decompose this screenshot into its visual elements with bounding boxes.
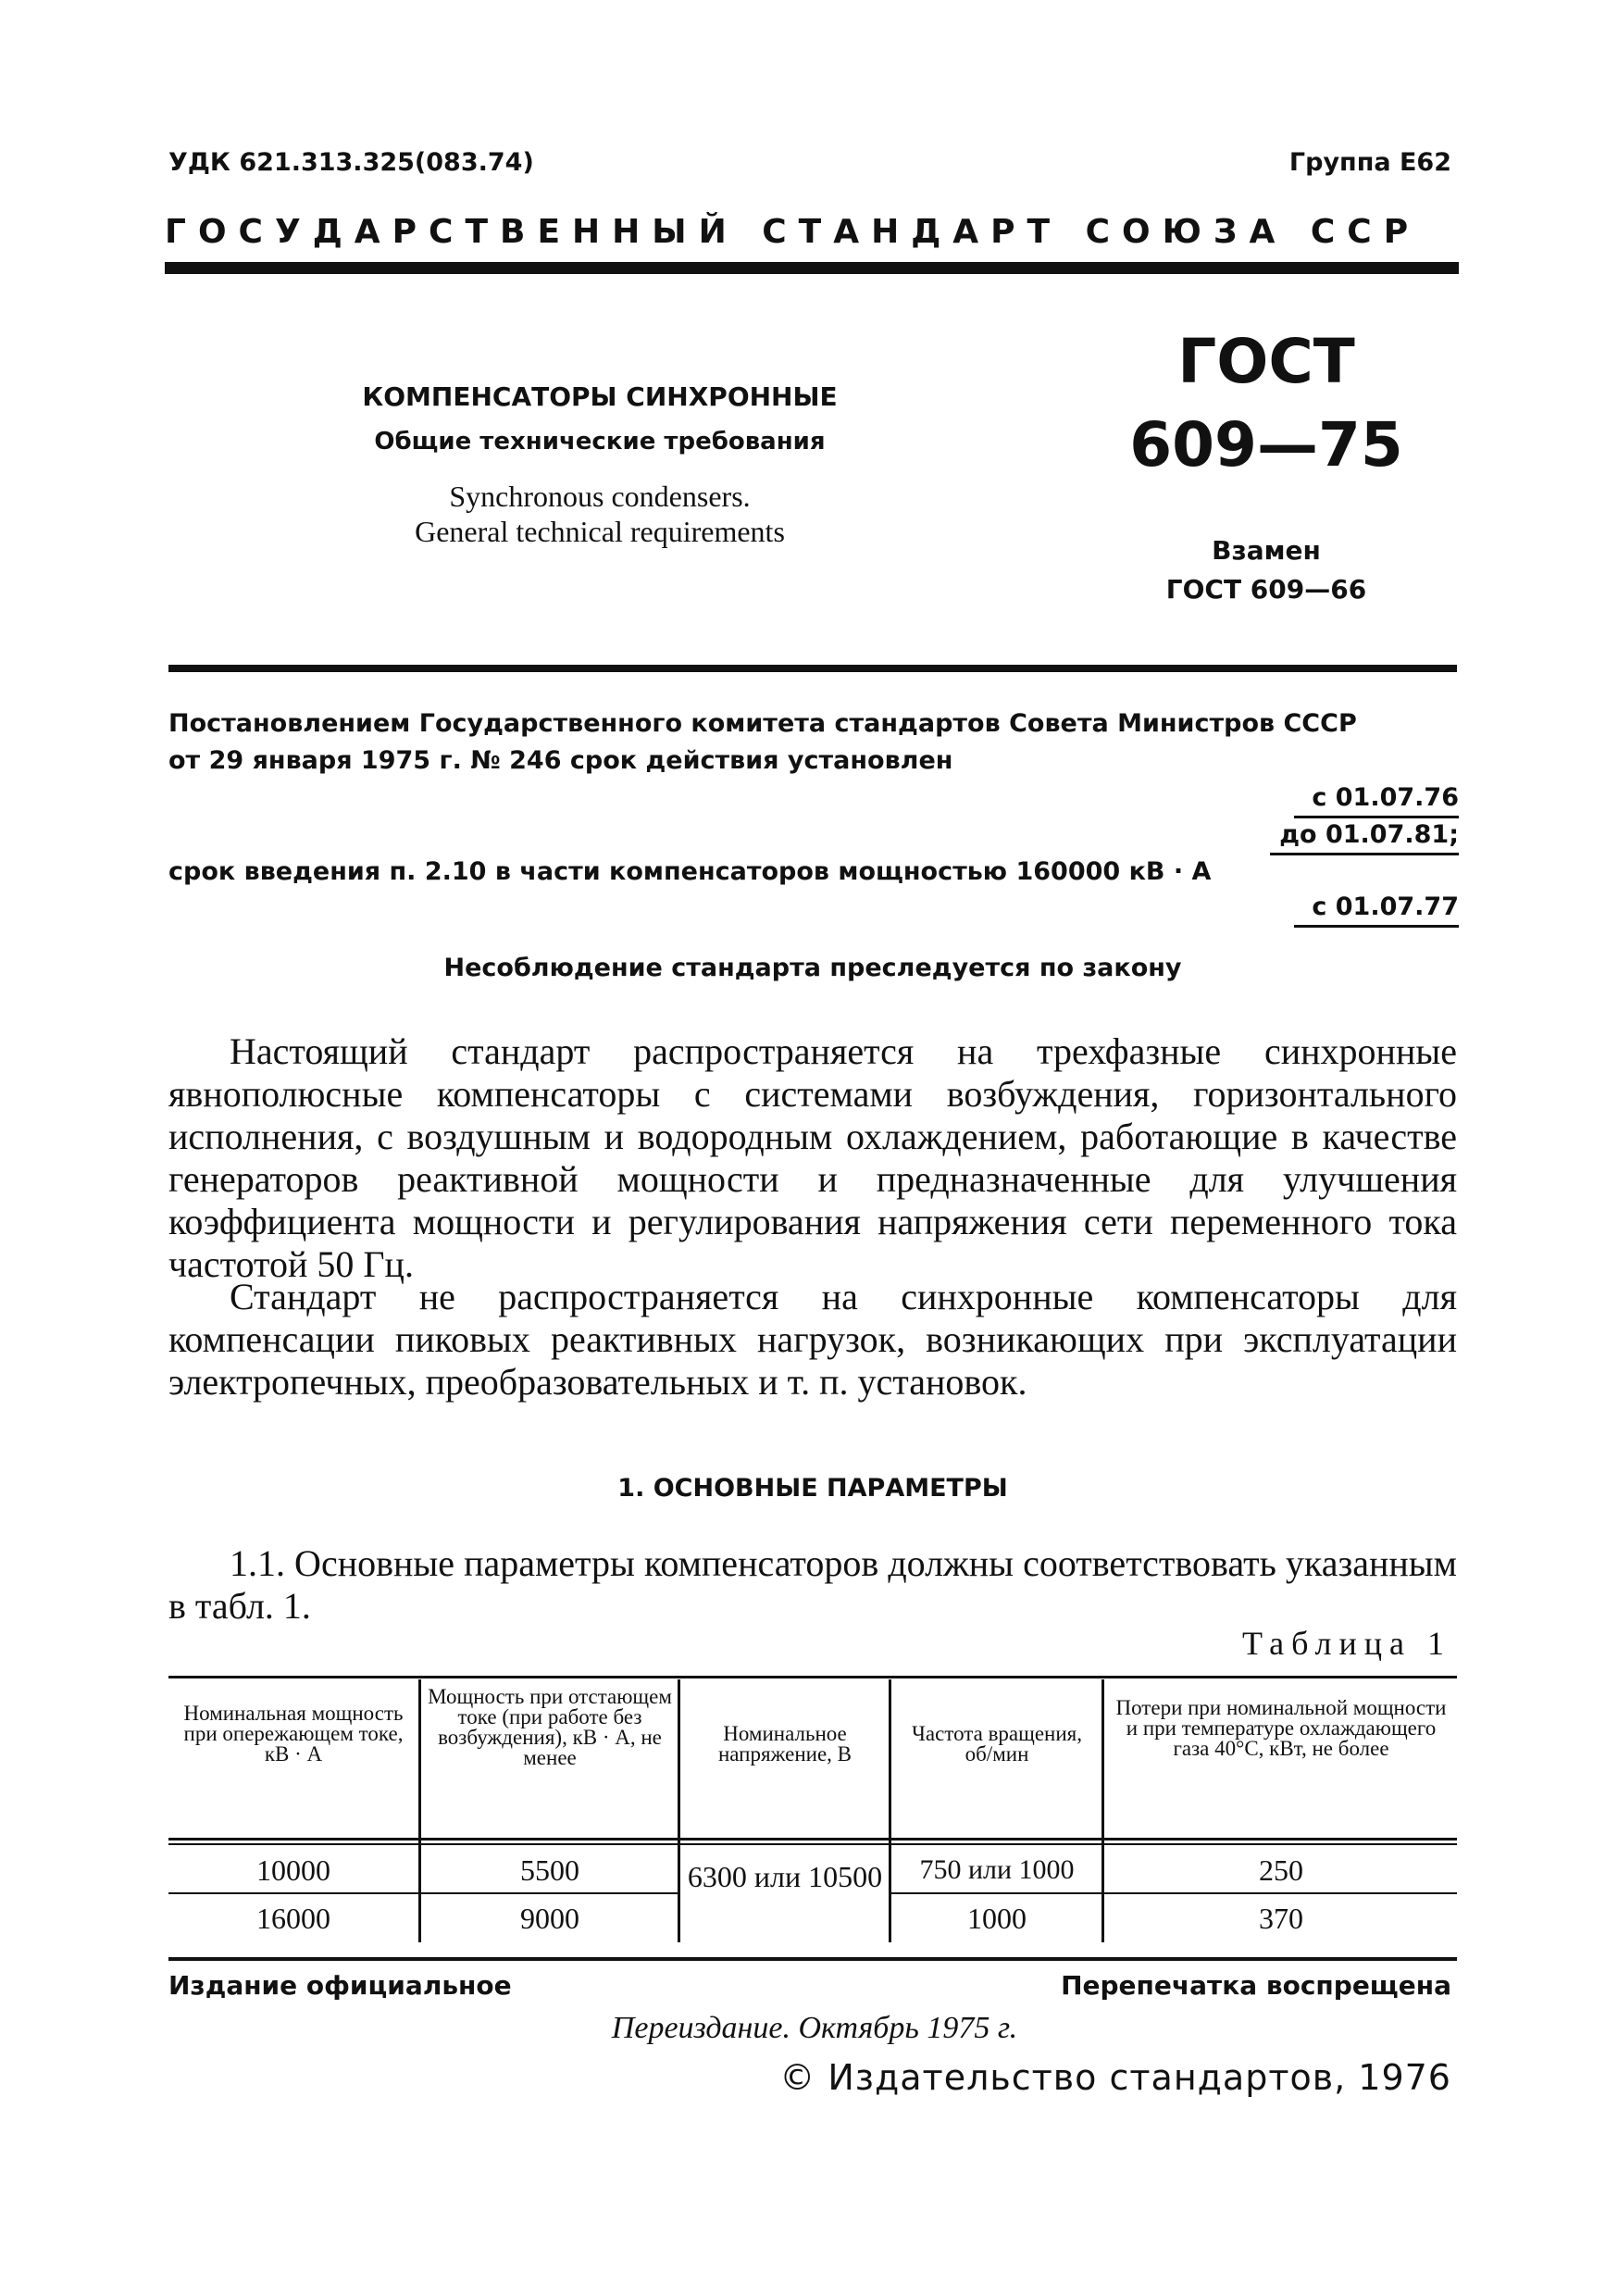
group-code: Группа Е62 [1288,148,1451,177]
column-header: Потери при номинальной мощности и при температуре охлаждающего газа 40°С, кВт, не более [1115,1696,1447,1760]
table-cell: 250 [1259,1853,1303,1887]
english-title-line2: General technical requirements [415,515,785,548]
table-cell: 16000 [256,1902,330,1935]
replaces-number: ГОСТ 609—66 [1165,574,1367,605]
copyright: © Издательство стандартов, 1976 [779,2057,1451,2098]
table-row-rule [889,1892,1457,1894]
table-top-rule [168,1676,1457,1678]
table-column-rule [1101,1679,1104,1942]
section-heading: 1. ОСНОВНЫЕ ПАРАМЕТРЫ [617,1474,1008,1503]
reprint-prohibited: Перепечатка воспрещена [1061,1970,1451,2001]
clause-1-1: 1.1. Основные параметры компенсаторов должны соответствовать указанным в табл. 1. [168,1542,1457,1627]
date-underline [1270,853,1459,855]
introduction-date: с 01.07.77 [1312,892,1459,921]
introduction-line: срок введения п. 2.10 в части компенсаторов мощностью 160000 кВ · А [168,857,1212,886]
decree-line1: Постановлением Государственного комитета стандартов Совета Министров СССР [168,709,1357,738]
udk-code: УДК 621.313.325(083.74) [168,148,534,177]
table-header-rule [168,1843,1457,1845]
scope-paragraph: Настоящий стандарт распространяется на трехфазные синхронные явнополюсные компенсаторы с системами возбуждения, горизонтального исполнения, с воздушным и водородным охлаждением, работающие в качестве генераторов реактивной мощности и предназначенные для улучшения коэффициента мощности и регулирования напряжения сети переменного тока частотой 50 Гц. [168,1030,1457,1285]
column-header: Мощность при отстающем токе (при работе без возбуждения), кВ · А, не менее [428,1685,672,1769]
document-title: КОМПЕНСАТОРЫ СИНХРОННЫЕ [362,381,838,412]
table-cell-merged: 6300 или 10500 [687,1860,883,1893]
column-header: Частота вращения, об/мин [911,1722,1083,1766]
decree-line2: от 29 января 1975 г. № 246 срок действия установлен [168,746,953,775]
date-underline [1294,925,1459,928]
table-cell: 750 или 1000 [919,1854,1075,1885]
table-column-rule [678,1679,680,1942]
column-header: Номинальная мощность при опережающем токе, кВ · А [183,1702,404,1766]
date-underline [1294,816,1459,818]
table-cell: 10000 [256,1853,330,1887]
table-cell: 5500 [520,1853,579,1887]
table-header-rule [168,1838,1457,1841]
table-cell: 9000 [520,1902,579,1935]
official-edition: Издание официальное [168,1970,512,2001]
english-title-line1: Synchronous condensers. [449,480,751,513]
header-rule [165,262,1459,274]
table-column-rule [889,1679,891,1942]
exclusion-paragraph: Стандарт не распространяется на синхронные компенсаторы для компенсации пиковых реактивных нагрузок, возникающих при эксплуатации электропечных, преобразовательных и т. п. установок. [168,1276,1457,1403]
standard-banner: ГОСУДАРСТВЕННЫЙ СТАНДАРТ СОЮЗА ССР [165,213,1421,251]
valid-to-date: до 01.07.81; [1279,820,1459,849]
table-cell: 1000 [967,1902,1027,1935]
reissue-note: Переиздание. Октябрь 1975 г. [611,2011,1018,2045]
table-caption: Таблица 1 [1242,1625,1451,1662]
table-cell: 370 [1259,1902,1303,1935]
title-rule [168,665,1457,672]
table-column-rule [418,1679,421,1942]
table-row-rule [168,1892,678,1894]
gost-label: ГОСТ [1177,326,1355,397]
column-header: Номинальное напряжение, В [717,1722,853,1766]
document-subtitle: Общие технические требования [374,428,826,455]
gost-number: 609—75 [1129,409,1403,480]
replaces-label: Взамен [1212,535,1321,566]
legal-warning: Несоблюдение стандарта преследуется по закону [443,954,1182,982]
valid-from-date: с 01.07.76 [1312,783,1459,812]
footer-rule [168,1957,1457,1961]
